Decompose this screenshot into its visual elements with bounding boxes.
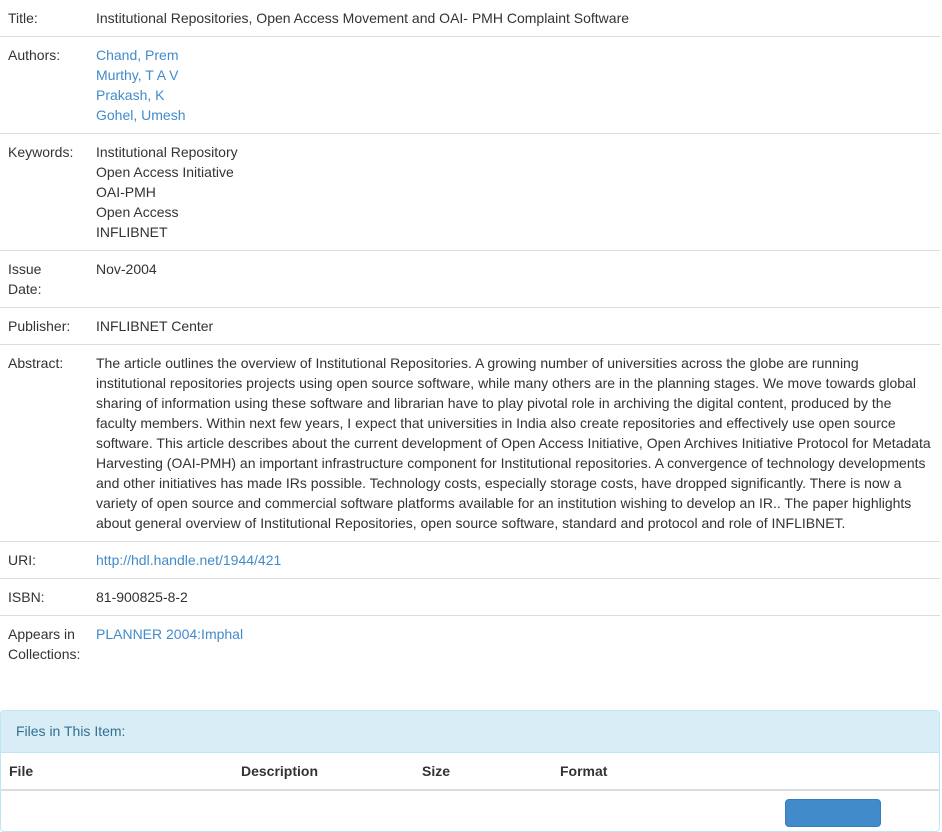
- keywords-row: [0, 134, 940, 251]
- collection-link[interactable]: PLANNER 2004:Imphal: [96, 626, 244, 642]
- column-header-action: [777, 753, 939, 790]
- publisher-value: INFLIBNET Center: [88, 308, 940, 345]
- title-row: [0, 0, 940, 37]
- publisher-label: Publisher:: [0, 308, 88, 345]
- authors-row: [0, 37, 940, 134]
- title-value: Institutional Repositories, Open Access Movement and OAI- PMH Complaint Software: [96, 10, 630, 26]
- collections-label-line2: Collections:: [8, 646, 81, 662]
- isbn-value: 81-900825-8-2: [88, 579, 940, 616]
- author-link[interactable]: Gohel, Umesh: [96, 107, 186, 123]
- title-label: Title:: [8, 10, 38, 26]
- column-header-file: File: [1, 753, 233, 790]
- files-table: [1, 753, 939, 832]
- issue-date-value: Nov-2004: [88, 251, 940, 308]
- author-link[interactable]: Murthy, T A V: [96, 67, 179, 83]
- view-open-button[interactable]: [785, 799, 881, 827]
- files-table-header: [1, 753, 939, 790]
- table-row: [1, 790, 939, 832]
- uri-label: URI:: [0, 542, 88, 579]
- author-link[interactable]: Prakash, K: [96, 87, 165, 103]
- abstract-label: Abstract:: [0, 345, 88, 542]
- issue-date-row: [0, 251, 940, 308]
- keyword: Open Access Initiative: [96, 164, 234, 180]
- column-header-size: Size: [414, 753, 552, 790]
- abstract-row: [0, 345, 940, 542]
- files-panel-heading: Files in This Item:: [1, 711, 939, 753]
- column-header-description: Description: [233, 753, 414, 790]
- collections-label-line1: Appears in: [8, 626, 75, 642]
- uri-row: [0, 542, 940, 579]
- keywords-value: [88, 134, 940, 251]
- issue-date-label-line1: Issue: [8, 261, 42, 277]
- keyword: Institutional Repository: [96, 144, 238, 160]
- files-panel: [0, 710, 940, 832]
- abstract-value: The article outlines the overview of Institutional Repositories. A growing number of universities across the globe are running institutional repositories projects using open source software, while many others are in the planning stages. We move towards global sharing of information using these software and librarian have to play pivotal role in archiving the digital content, produced by the faculty members. Within next few years, I expect that universities in India also create repositories and effectively use open source software. This article describes about the current development of Open Access Initiative, Open Archives Initiative Protocol for Metadata Harvesting (OAI-PMH) an important infrastructure component for Institutional repositories. A convergence of technology developments and other initiatives has made IRs possible. Technology costs, especially storage costs, have dropped significantly. There is now a variety of open source and commercial software platforms available for an institution wishing to develop an IR.. The paper highlights about general overview of Institutional Repositories, open source software, standard and protocol and role of INFLIBNET.: [88, 345, 940, 542]
- issue-date-label-line2: Date:: [8, 281, 42, 297]
- author-link[interactable]: Chand, Prem: [96, 47, 179, 63]
- collections-label: [0, 616, 88, 673]
- authors-label: Authors:: [0, 37, 88, 134]
- uri-link[interactable]: http://hdl.handle.net/1944/421: [96, 552, 282, 568]
- keyword: OAI-PMH: [96, 184, 156, 200]
- keyword: Open Access: [96, 204, 179, 220]
- collections-value: [88, 616, 940, 673]
- uri-value: [88, 542, 940, 579]
- publisher-row: [0, 308, 940, 345]
- issue-date-label: [0, 251, 88, 308]
- collections-row: [0, 616, 940, 673]
- column-header-format: Format: [552, 753, 777, 790]
- authors-value: [88, 37, 940, 134]
- isbn-label: ISBN:: [0, 579, 88, 616]
- isbn-row: [0, 579, 940, 616]
- keyword: INFLIBNET: [96, 224, 168, 240]
- keywords-label: Keywords:: [0, 134, 88, 251]
